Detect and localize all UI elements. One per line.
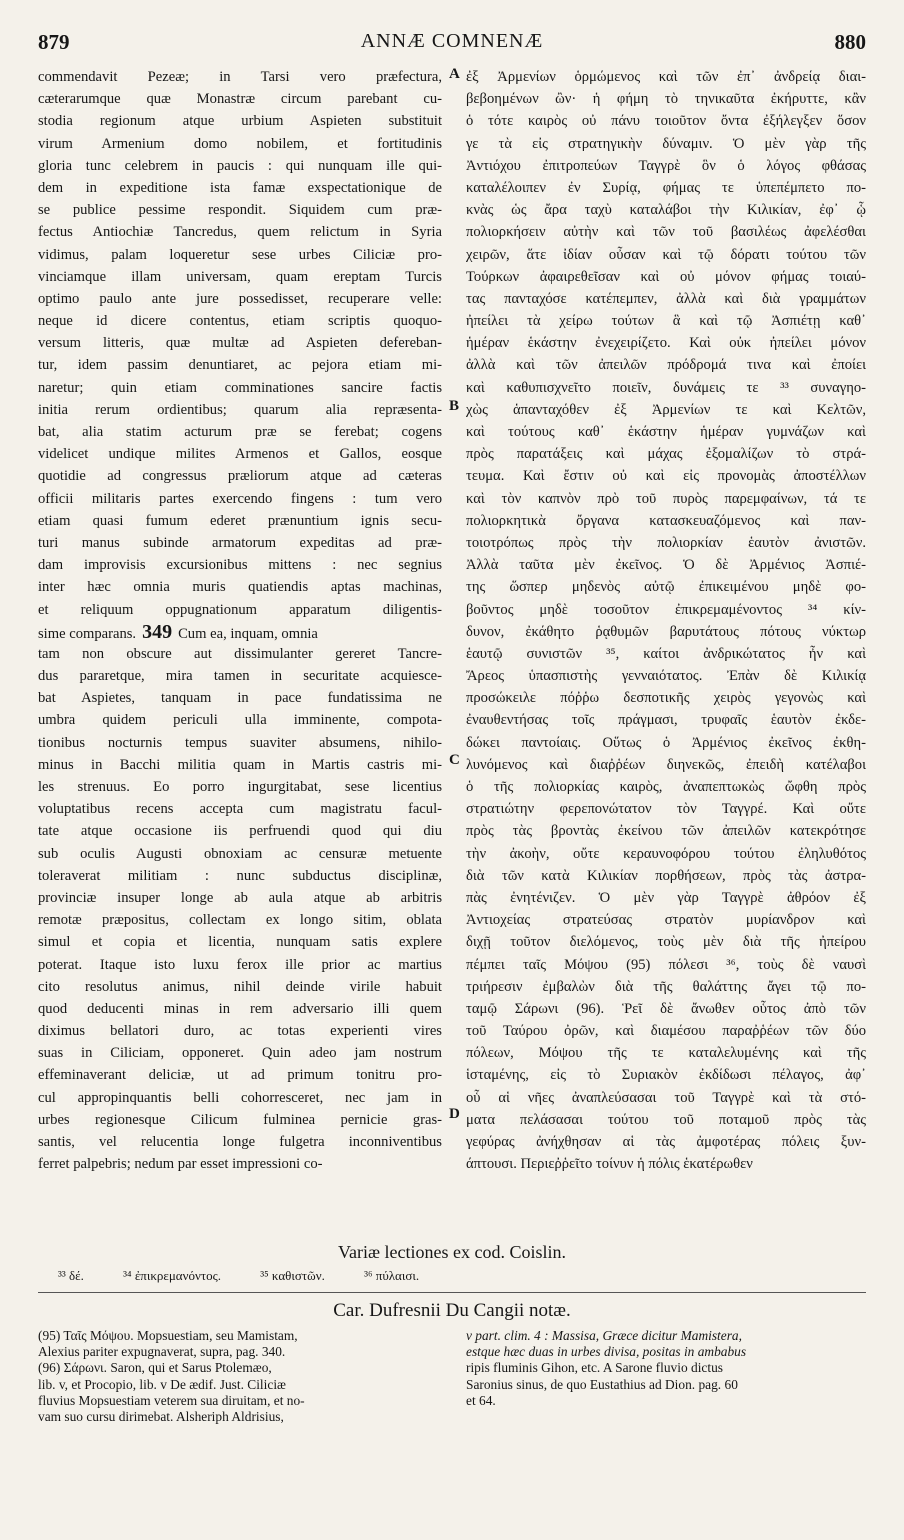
line-text: sime comparans. bbox=[38, 625, 137, 642]
note-line: et 64. bbox=[466, 1392, 496, 1408]
text-line: πρὸς τὰς βροντὰς ἐκείνου τῶν ἀπειλῶν κατεκρότησε bbox=[466, 823, 866, 840]
text-line: poterat. Itaque isto luxu ferox ille prior ac martius bbox=[38, 956, 442, 973]
page-number-right: 880 bbox=[834, 30, 866, 54]
latin-column bbox=[38, 66, 442, 1175]
text-line: καὶ τὸν καπνὸν πρὸ τοῦ πυρὸς παρεμφαίνων, τά τε bbox=[466, 490, 866, 507]
note-line: estque hæc duas in urbes divisa, positas in ambabus bbox=[466, 1344, 747, 1360]
text-line: τὴν ἀκοὴν, οὔτε κεραυνοφόρου τούτου ἐληλυθότος bbox=[466, 845, 866, 862]
running-title: ANNÆ COMNENÆ bbox=[360, 30, 544, 52]
text-line: γε τὰ εἰς στρατηγικὴν δύναμιν. Ὁ μὲν γὰρ τῆς bbox=[466, 135, 866, 152]
note-line: (95) Ταῖς Μόψου. Mopsuestiam, seu Mamistam, bbox=[38, 1328, 298, 1343]
text-line: quod deducenti minas in rem adversario illi quem bbox=[38, 1000, 442, 1017]
margin-letter-d: D bbox=[449, 1106, 460, 1122]
variant-reading: ³⁵ καθιστῶν. bbox=[260, 1268, 325, 1283]
text-line: sub oculis Augusti obnoxiam ac censuræ metuente bbox=[38, 845, 442, 862]
text-line: vidimus, palam loqueretur sese urbes Ciliciæ pro- bbox=[38, 246, 442, 263]
text-line: ματα πελάσασαι τούτου τοῦ ποταμοῦ πρὸς τὰς bbox=[466, 1111, 866, 1128]
text-line: et reliquum oppugnationum apparatum diligentis- bbox=[38, 601, 442, 618]
notes-left-column bbox=[38, 1328, 442, 1425]
variae-lectiones bbox=[58, 1268, 846, 1284]
text-line: cul appropinquantis belli cohorresceret, nec jam in bbox=[38, 1089, 442, 1106]
text-line: τας πανταχόσε κατέπεμπεν, ἀλλὰ καὶ διὰ γραμμάτων bbox=[466, 290, 866, 307]
note-line: v part. clim. 4 : Massisa, Græce dicitur Mamistera, bbox=[466, 1328, 742, 1343]
text-line: initia rerum ordientibus; quarum alia repræsenta- bbox=[38, 401, 442, 418]
text-line: ferret palpebris; nedum par esset impressioni co- bbox=[38, 1156, 323, 1173]
note-line: Alexius pariter expugnaverat, supra, pag. 340. bbox=[38, 1344, 286, 1360]
text-line: βεβοημένων ὢν· ἡ φήμη τὸ τηνικαῦτα ἐκήρυττε, κἂν bbox=[466, 91, 866, 108]
notes-title: Car. Dufresnii Du Cangii notæ. bbox=[333, 1300, 571, 1321]
text-line: πέμπει ταῖς Μόψου (95) πόλεσι ³⁶, τοὺς δὲ ναυσὶ bbox=[466, 956, 866, 973]
text-line bbox=[38, 621, 442, 643]
margin-letter-c: C bbox=[449, 752, 460, 768]
text-line: ταμῷ Σάρωνι (96). Ῥεῖ δὲ ἄνωθεν οὗτος ἀπὸ τῶν bbox=[466, 1000, 866, 1017]
note-line: (96) Σάρωνι. Saron, qui et Sarus Ptolemæo, bbox=[38, 1360, 272, 1376]
notes-right-column bbox=[466, 1328, 866, 1409]
text-line: ἀλλὰ καὶ τῶν ἀπειλῶν πρόδρομά τινα καὶ ἐποίει bbox=[466, 357, 866, 374]
text-line: χὼς ἁπανταχόθεν ἐξ Ἀρμενίων τε καὶ Κελτῶν, bbox=[466, 401, 866, 418]
text-line: tur, idem passim denuntiaret, ac pejora etiam mi- bbox=[38, 357, 442, 374]
text-line: πολιορκήσειν αὐτὴν καὶ τῶν τοῦ βασιλέως ἀφελέσθαι bbox=[466, 224, 866, 241]
text-line: minus in Bacchi militia quam in Martis castris mi- bbox=[38, 756, 442, 773]
note-line: ripis fluminis Gihon, etc. A Sarone fluvio dictus bbox=[466, 1360, 724, 1376]
line-text: Cum ea, inquam, omnia bbox=[178, 625, 318, 642]
text-line: τοιοτρόπως πρὸς τὴν πολιορκίαν ἑαυτὸν ἀνιστῶν. bbox=[466, 534, 866, 551]
text-line: ἱσταμένης, εἰς τὸ Συριακὸν ἐκδίδωσι πέλαγος, ἀφ᾽ bbox=[466, 1067, 866, 1084]
text-line: Ἄρεος ὑπασπιστὴς γενναιότατος. Ἐπὰν δὲ Κιλικίᾳ bbox=[466, 668, 866, 685]
text-line: naretur; quin etiam comminationes sancire factis bbox=[38, 379, 442, 396]
text-line: umbra quidem periculi ulla imminente, compota- bbox=[38, 712, 442, 729]
margin-letter-b: B bbox=[449, 398, 460, 414]
text-line: ἠπείλει τὰ χείρω τούτων ἃ καὶ τῷ Ἀσπιέτῃ καθ᾽ bbox=[466, 313, 866, 330]
text-line: officii militaris partes exercendo fingens : tum vero bbox=[38, 490, 442, 507]
text-line: les strenuus. Eo porro ingurgitabat, sese licentius bbox=[38, 779, 442, 795]
text-line: stodia regionum atque urbium Aspieten substituit bbox=[38, 113, 442, 130]
variant-reading: ³³ δέ. bbox=[58, 1268, 84, 1283]
text-line: ἑαυτῷ συνιστῶν ³⁵, καίτοι ἀνδρικώτατος ἦν καὶ bbox=[466, 645, 866, 662]
text-line: γεφύρας ἀνήχθησαν αἱ τὰς ἀμφοτέρας πόλεις ξυν- bbox=[466, 1134, 866, 1150]
text-line: Τούρκων ἀφαιρεθεῖσαν καὶ οὐ μόνον φήμας τοιαύ- bbox=[466, 268, 866, 285]
text-line: neque id dicere contentus, etiam scriptis quoquo- bbox=[38, 313, 442, 330]
text-line: ὁ τῆς πολιορκίας καιρὸς, ἀναπεπτωκὼς ὤφθη πρὸς bbox=[466, 779, 866, 795]
text-line: οὗ αἱ νῆες ἀναπλεύσασαι τοῦ Ταγγρὲ καὶ τὰ στό- bbox=[466, 1089, 866, 1106]
text-line: ἐξ Ἀρμενίων ὁρμώμενος καὶ τῶν ἐπ᾽ ἀνδρείᾳ διαι- bbox=[466, 69, 866, 85]
margin-letter-a: A bbox=[449, 66, 460, 82]
text-line: άπτουσι. Περιεῤῥεῖτο τοίνυν ἡ πόλις ἑκατέρωθεν bbox=[466, 1156, 753, 1173]
variant-reading: ³⁴ ἐπικρεμανόντος. bbox=[123, 1268, 221, 1283]
text-line: χειρῶν, ἅτε ἰδίαν οὖσαν καὶ τῷ δόρατι τούτου τῶν bbox=[466, 246, 866, 263]
note-line: fluvius Mopsuestiam veterem sua diruitam, et no- bbox=[38, 1392, 305, 1408]
text-line: simul et copia et licentia, nunquam satis explere bbox=[38, 934, 442, 951]
text-line: se publice pessime respondit. Siquidem cum præ- bbox=[38, 202, 442, 219]
text-line: ἡμέραν ἑκάστην ἐνεχειρίζετο. Καὶ οὐκ ἠπείλει μόνον bbox=[466, 335, 866, 352]
text-line: santis, vel relucentia longe fulgetra inconniventibus bbox=[38, 1134, 442, 1150]
text-line: dam improvisis excursionibus mittens : nec segnius bbox=[38, 557, 442, 574]
text-line: fectus Antiochiæ Tancredus, quem relictum in Syria bbox=[38, 224, 442, 241]
text-line: tate atque occasione iis perfruendi quod qui diu bbox=[38, 823, 442, 840]
text-line: dem in expeditione ista famæ exspectationique de bbox=[38, 179, 442, 196]
text-line: toleraverat militiam : nunc subductus disciplinæ, bbox=[38, 867, 442, 884]
variae-lectiones-title: Variæ lectiones ex cod. Coislin. bbox=[338, 1242, 566, 1262]
text-line: τοῦ Ταύρου ὀρῶν, καὶ διαμέσου παραῤῥέων τῶν δύο bbox=[466, 1023, 866, 1040]
text-line: tionibus nocturnis tempus suaviter absumens, nihilo- bbox=[38, 734, 442, 751]
text-line: provinciæ insuper longe ab aula atque ab arbitris bbox=[38, 889, 442, 906]
note-line: Saronius sinus, de quo Eustathius ad Dion. pag. 60 bbox=[466, 1376, 738, 1392]
text-line: diximus bellatori duro, ac totas experienti vires bbox=[38, 1023, 442, 1040]
text-line: voluptatibus recens accepta cum magistratu facul- bbox=[38, 801, 442, 818]
text-line: κνὰς ὡς ἄρα ταχὺ καταλάβοι τὴν Κιλικίαν, ἐφ᾽ ᾧ bbox=[466, 202, 866, 219]
text-line: commendavit Pezeæ; in Tarsi vero præfectura, bbox=[38, 69, 442, 85]
text-line: remotæ præpositus, collectam ex longo sitim, oblata bbox=[38, 912, 442, 929]
text-line: της ὥσπερ μηδενὸς αὐτῷ ἐπικειμένου μηδὲ φο- bbox=[466, 579, 866, 596]
text-line: tam non obscure aut dissimulanter gereret Tancre- bbox=[38, 645, 442, 662]
variant-reading: ³⁶ πύλαισι. bbox=[364, 1268, 420, 1283]
text-line: λυνόμενος καὶ διαῤῥέων διηνεκῶς, ἐπειδὴ κατέλαβοι bbox=[466, 756, 866, 773]
text-line: suas in Ciliciam, opponeret. Quin adeo jam nostrum bbox=[38, 1045, 442, 1062]
text-line: πὰς ἐνητένιζεν. Ὁ μὲν γὰρ Ταγγρὲ ἀθρόον ἐξ bbox=[466, 889, 866, 906]
text-line: dus pararetque, mira tamen in securitate acquiesce- bbox=[38, 668, 442, 685]
text-line: καὶ καθυπισχνεῖτο ποιεῖν, δυνάμεις τε ³³ συναγηο- bbox=[466, 379, 866, 396]
note-line: lib. v, et Procopio, lib. v De ædif. Just. Ciliciæ bbox=[38, 1376, 286, 1392]
text-line: στρατιώτην φερεπονώτατον τὸν Ταγγρέ. Καὶ οὔτε bbox=[466, 801, 866, 818]
text-line: τριήρεσιν ἐμβαλὼν διὰ τῆς θαλάττης ἄγει τῷ πο- bbox=[466, 978, 866, 995]
text-line: πρὸς παρατάξεις καὶ μάχας ἐξομαλίζων τὸ στρά- bbox=[466, 446, 866, 463]
text-line: etiam quasi fumum ederet prænuntium ignis secu- bbox=[38, 512, 442, 529]
section-number: 349 bbox=[142, 620, 173, 643]
text-line: διὰ τῶν κατὰ Κιλικίαν πορθήσεων, πρὸς τὰς ἀστρα- bbox=[466, 867, 866, 884]
text-line: βοῦντος μηδὲ τοσοῦτον ἐπικρεμαμένοντος ³⁴ κίν- bbox=[466, 601, 866, 618]
page-number-left: 879 bbox=[38, 30, 70, 54]
text-line: καταλέλοιπεν ἐν Συρίᾳ, φήμας τε ὑπεπέμπετο πο- bbox=[466, 179, 866, 196]
text-line: optimo paulo ante jure possedisset, recuperare velle: bbox=[38, 290, 442, 307]
text-line: turi manus subinde armatorum expeditas ad præ- bbox=[38, 534, 442, 551]
text-line: καὶ τούτους καθ᾽ ἑκάστην ἡμέραν γυμνάζων καὶ bbox=[466, 424, 866, 440]
text-line: δυνον, ἐκάθητο ῥᾳθυμῶν βαρυτάτους πότους νύκτωρ bbox=[466, 623, 866, 640]
text-line: δώκει παντοίαις. Οὕτως ὁ Ἀρμένιος ἐκεῖνος ἐκθη- bbox=[466, 734, 866, 751]
text-line: cæterarumque quæ Monastræ circum parebant cu- bbox=[38, 91, 442, 108]
text-line: πολιορκητικὰ ὄργανα κατασκευαζόμενος καὶ παν- bbox=[466, 512, 866, 529]
text-line: διχῇ τοῦτον διελόμενος, τοὺς μὲν διὰ τῆς ἠπείρου bbox=[466, 934, 866, 951]
text-line: ὁ τότε καιρὸς οὐ πάνυ τοιοῦτον ὄντα ἐξήλεγξεν ὅσον bbox=[466, 113, 866, 130]
text-line: gloria tunc celebrem in paucis : qui nunquam ille qui- bbox=[38, 157, 442, 174]
text-line: quotidie ad congressus præliorum atque ad cæteras bbox=[38, 468, 442, 485]
text-line: virum Armenium domo nobilem, et fortitudinis bbox=[38, 135, 442, 152]
text-line: inter hæc omnia muris quatiendis aptas machinas, bbox=[38, 579, 442, 596]
text-line: προσώκειλε πόῤῥω δεσποτικῆς χειρὸς γεγονὼς καὶ bbox=[466, 690, 866, 707]
greek-column bbox=[466, 66, 866, 1175]
text-line: πόλεων, Μόψου τῆς τε καταλελυμένης καὶ τῆς bbox=[466, 1045, 866, 1062]
text-line: cito resolutus animus, nihil deinde virile habuit bbox=[38, 978, 442, 995]
text-line: urbes regionesque Cilicum fulminea pernicie gras- bbox=[38, 1111, 442, 1128]
note-line: vam suo cursu dirimebat. Alsheriph Aldrisius, bbox=[38, 1408, 284, 1424]
divider bbox=[38, 1292, 866, 1293]
page-header bbox=[38, 30, 866, 58]
text-line: τευμα. Καὶ ἔστιν οὐ καὶ εἰς προνομὰς ἀποστέλλων bbox=[466, 468, 866, 485]
text-line: bat Aspietes, tanquam in pace fundatissima ne bbox=[38, 690, 442, 707]
text-line: bat, alia statim acturum præ se ferebat; cogens bbox=[38, 424, 442, 440]
text-line: vinciamque illam universam, quam ereptam Turcis bbox=[38, 268, 442, 285]
text-line: effeminaverant deliciæ, ut ad primum tonitru pro- bbox=[38, 1067, 442, 1084]
text-line: Ἀντιόχου ἐπιτροπεύων Ταγγρὲ ὃν ὁ λόγος φθάσας bbox=[466, 157, 866, 174]
text-line: ἐναυθεντήσας τοῖς πράγμασι, τρυφαῖς ἑαυτὸν ἐκδε- bbox=[466, 712, 866, 729]
text-line: versum litteris, quæ multæ ad Aspieten defereban- bbox=[38, 335, 442, 352]
text-line: videlicet undique milites Armenos et Gallos, eosque bbox=[38, 446, 442, 463]
text-line: Ἀντιοχείας στρατεύσας στρατὸν μυρίανδρον καὶ bbox=[466, 912, 866, 929]
text-line: Ἀλλὰ ταῦτα μὲν ἐκεῖνος. Ὁ δὲ Ἀρμένιος Ἀσπιέ- bbox=[466, 557, 866, 574]
